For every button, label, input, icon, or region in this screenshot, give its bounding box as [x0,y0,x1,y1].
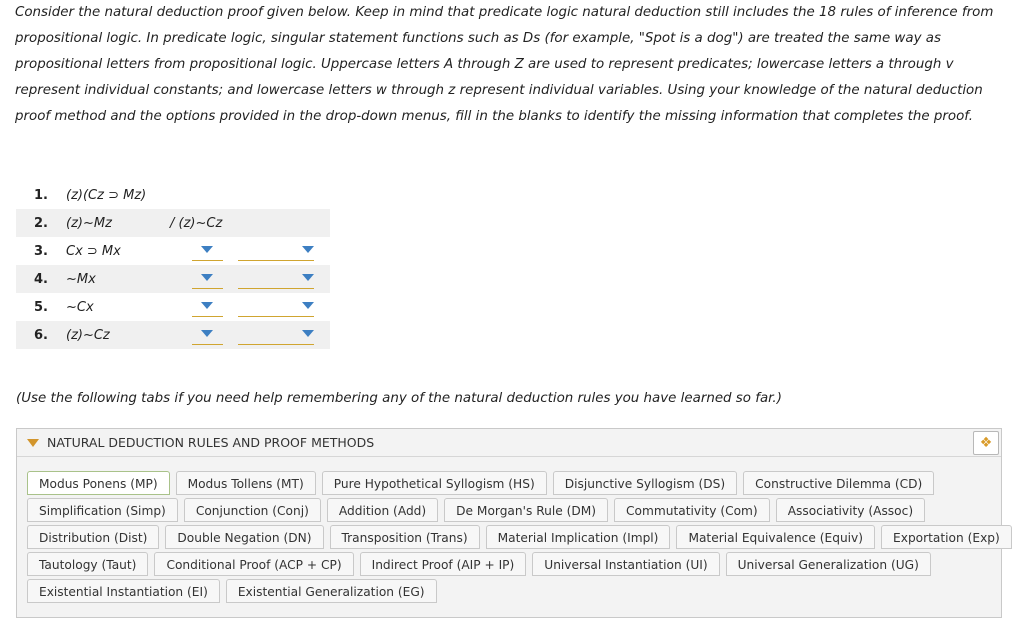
line-ref-dropdown-4[interactable] [192,269,223,289]
dropdown-underline [238,260,314,261]
pin-icon[interactable]: ❖ [973,431,999,455]
proof-line-3 [16,237,330,265]
line-number: 4. [34,271,48,287]
proof-line-5 [16,293,330,321]
line-number: 6. [34,327,48,343]
rules-panel-header[interactable] [17,429,1001,457]
tab-modus-ponens-mp[interactable]: Modus Ponens (MP) [27,471,170,495]
proof-line-4 [16,265,330,293]
tab-material-equivalence-equiv[interactable]: Material Equivalence (Equiv) [676,525,875,549]
tab-associativity-assoc[interactable]: Associativity (Assoc) [776,498,925,522]
dropdown-arrow-icon [302,246,314,253]
tab-row [27,579,987,606]
tab-tautology-taut[interactable]: Tautology (Taut) [27,552,148,576]
rule-dropdown-6[interactable] [238,325,314,345]
dropdown-underline [192,288,223,289]
dropdown-arrow-icon [302,330,314,337]
tab-transposition-trans[interactable]: Transposition (Trans) [330,525,480,549]
dropdown-arrow-icon [201,274,213,281]
line-ref-dropdown-5[interactable] [192,297,223,317]
rule-dropdown-4[interactable] [238,269,314,289]
line-statement: ~Cx [66,299,94,315]
dropdown-underline [238,288,314,289]
line-ref-dropdown-6[interactable] [192,325,223,345]
rule-dropdown-3[interactable] [238,241,314,261]
tab-material-implication-impl[interactable]: Material Implication (Impl) [486,525,671,549]
dropdown-arrow-icon [201,302,213,309]
dropdown-arrow-icon [201,246,213,253]
rule-dropdown-5[interactable] [238,297,314,317]
tab-conditional-proof-acp-cp[interactable]: Conditional Proof (ACP + CP) [154,552,353,576]
proof-line-2 [16,209,330,237]
tab-constructive-dilemma-cd[interactable]: Constructive Dilemma (CD) [743,471,934,495]
proof-line-6 [16,321,330,349]
collapse-caret-icon[interactable] [27,439,39,447]
tab-conjunction-conj[interactable]: Conjunction (Conj) [184,498,321,522]
tab-simplification-simp[interactable]: Simplification (Simp) [27,498,178,522]
tab-distribution-dist[interactable]: Distribution (Dist) [27,525,159,549]
tab-row [27,525,1000,552]
tab-modus-tollens-mt[interactable]: Modus Tollens (MT) [176,471,316,495]
tab-exportation-exp[interactable]: Exportation (Exp) [881,525,1012,549]
line-ref-dropdown-3[interactable] [192,241,223,261]
line-number: 3. [34,243,48,259]
tab-indirect-proof-aip-ip[interactable]: Indirect Proof (AIP + IP) [360,552,527,576]
rules-panel-title: NATURAL DEDUCTION RULES AND PROOF METHODS [47,435,375,450]
dropdown-arrow-icon [201,330,213,337]
dropdown-underline [192,316,223,317]
tab-double-negation-dn[interactable]: Double Negation (DN) [165,525,323,549]
line-statement: Cx ⊃ Mx [66,243,121,259]
line-statement: ~Mx [66,271,96,287]
tab-pure-hypothetical-syllogism-hs[interactable]: Pure Hypothetical Syllogism (HS) [322,471,547,495]
tab-universal-instantiation-ui[interactable]: Universal Instantiation (UI) [532,552,719,576]
tab-existential-instantiation-ei[interactable]: Existential Instantiation (EI) [27,579,220,603]
line-number: 2. [34,215,48,231]
help-text: (Use the following tabs if you need help remembering any of the natural deduction rules you have learned so far.) [16,391,782,406]
dropdown-underline [238,344,314,345]
tab-addition-add[interactable]: Addition (Add) [327,498,438,522]
line-conclusion: / (z)~Cz [170,215,223,231]
tab-row [27,498,987,525]
line-statement: (z)~Mz [66,215,112,231]
tab-commutativity-com[interactable]: Commutativity (Com) [614,498,770,522]
dropdown-underline [192,260,223,261]
tab-disjunctive-syllogism-ds[interactable]: Disjunctive Syllogism (DS) [553,471,737,495]
tab-universal-generalization-ug[interactable]: Universal Generalization (UG) [726,552,931,576]
line-number: 5. [34,299,48,315]
tab-row [27,471,987,498]
proof-table [16,181,330,349]
dropdown-arrow-icon [302,302,314,309]
tab-row [27,552,987,579]
rules-tabs [27,471,1000,606]
proof-line-1 [16,181,330,209]
dropdown-underline [192,344,223,345]
tab-de-morgan-s-rule-dm[interactable]: De Morgan's Rule (DM) [444,498,608,522]
line-statement: (z)~Cz [66,327,110,343]
rules-panel [16,428,1002,618]
tab-existential-generalization-eg[interactable]: Existential Generalization (EG) [226,579,437,603]
line-statement: (z)(Cz ⊃ Mz) [66,187,147,203]
instructions-text: Consider the natural deduction proof given below. Keep in mind that predicate logic natural deduction still includes the 18 rules of inference from propositional logic. In predicate logic, singular statement functions such as Ds (for example, "Spot is a dog") are treated the same way as propositional letters from propositional logic. Uppercase letters A through Z are used to represent predicates; lowercase letters a through v represent individual constants; and lowercase letters w through z represent individual variables. Using your knowledge of the natural deduction proof method and the options provided in the drop-down menus, fill in the blanks to identify the missing information that completes the proof. [15,5,994,124]
dropdown-arrow-icon [302,274,314,281]
line-number: 1. [34,187,48,203]
dropdown-underline [238,316,314,317]
